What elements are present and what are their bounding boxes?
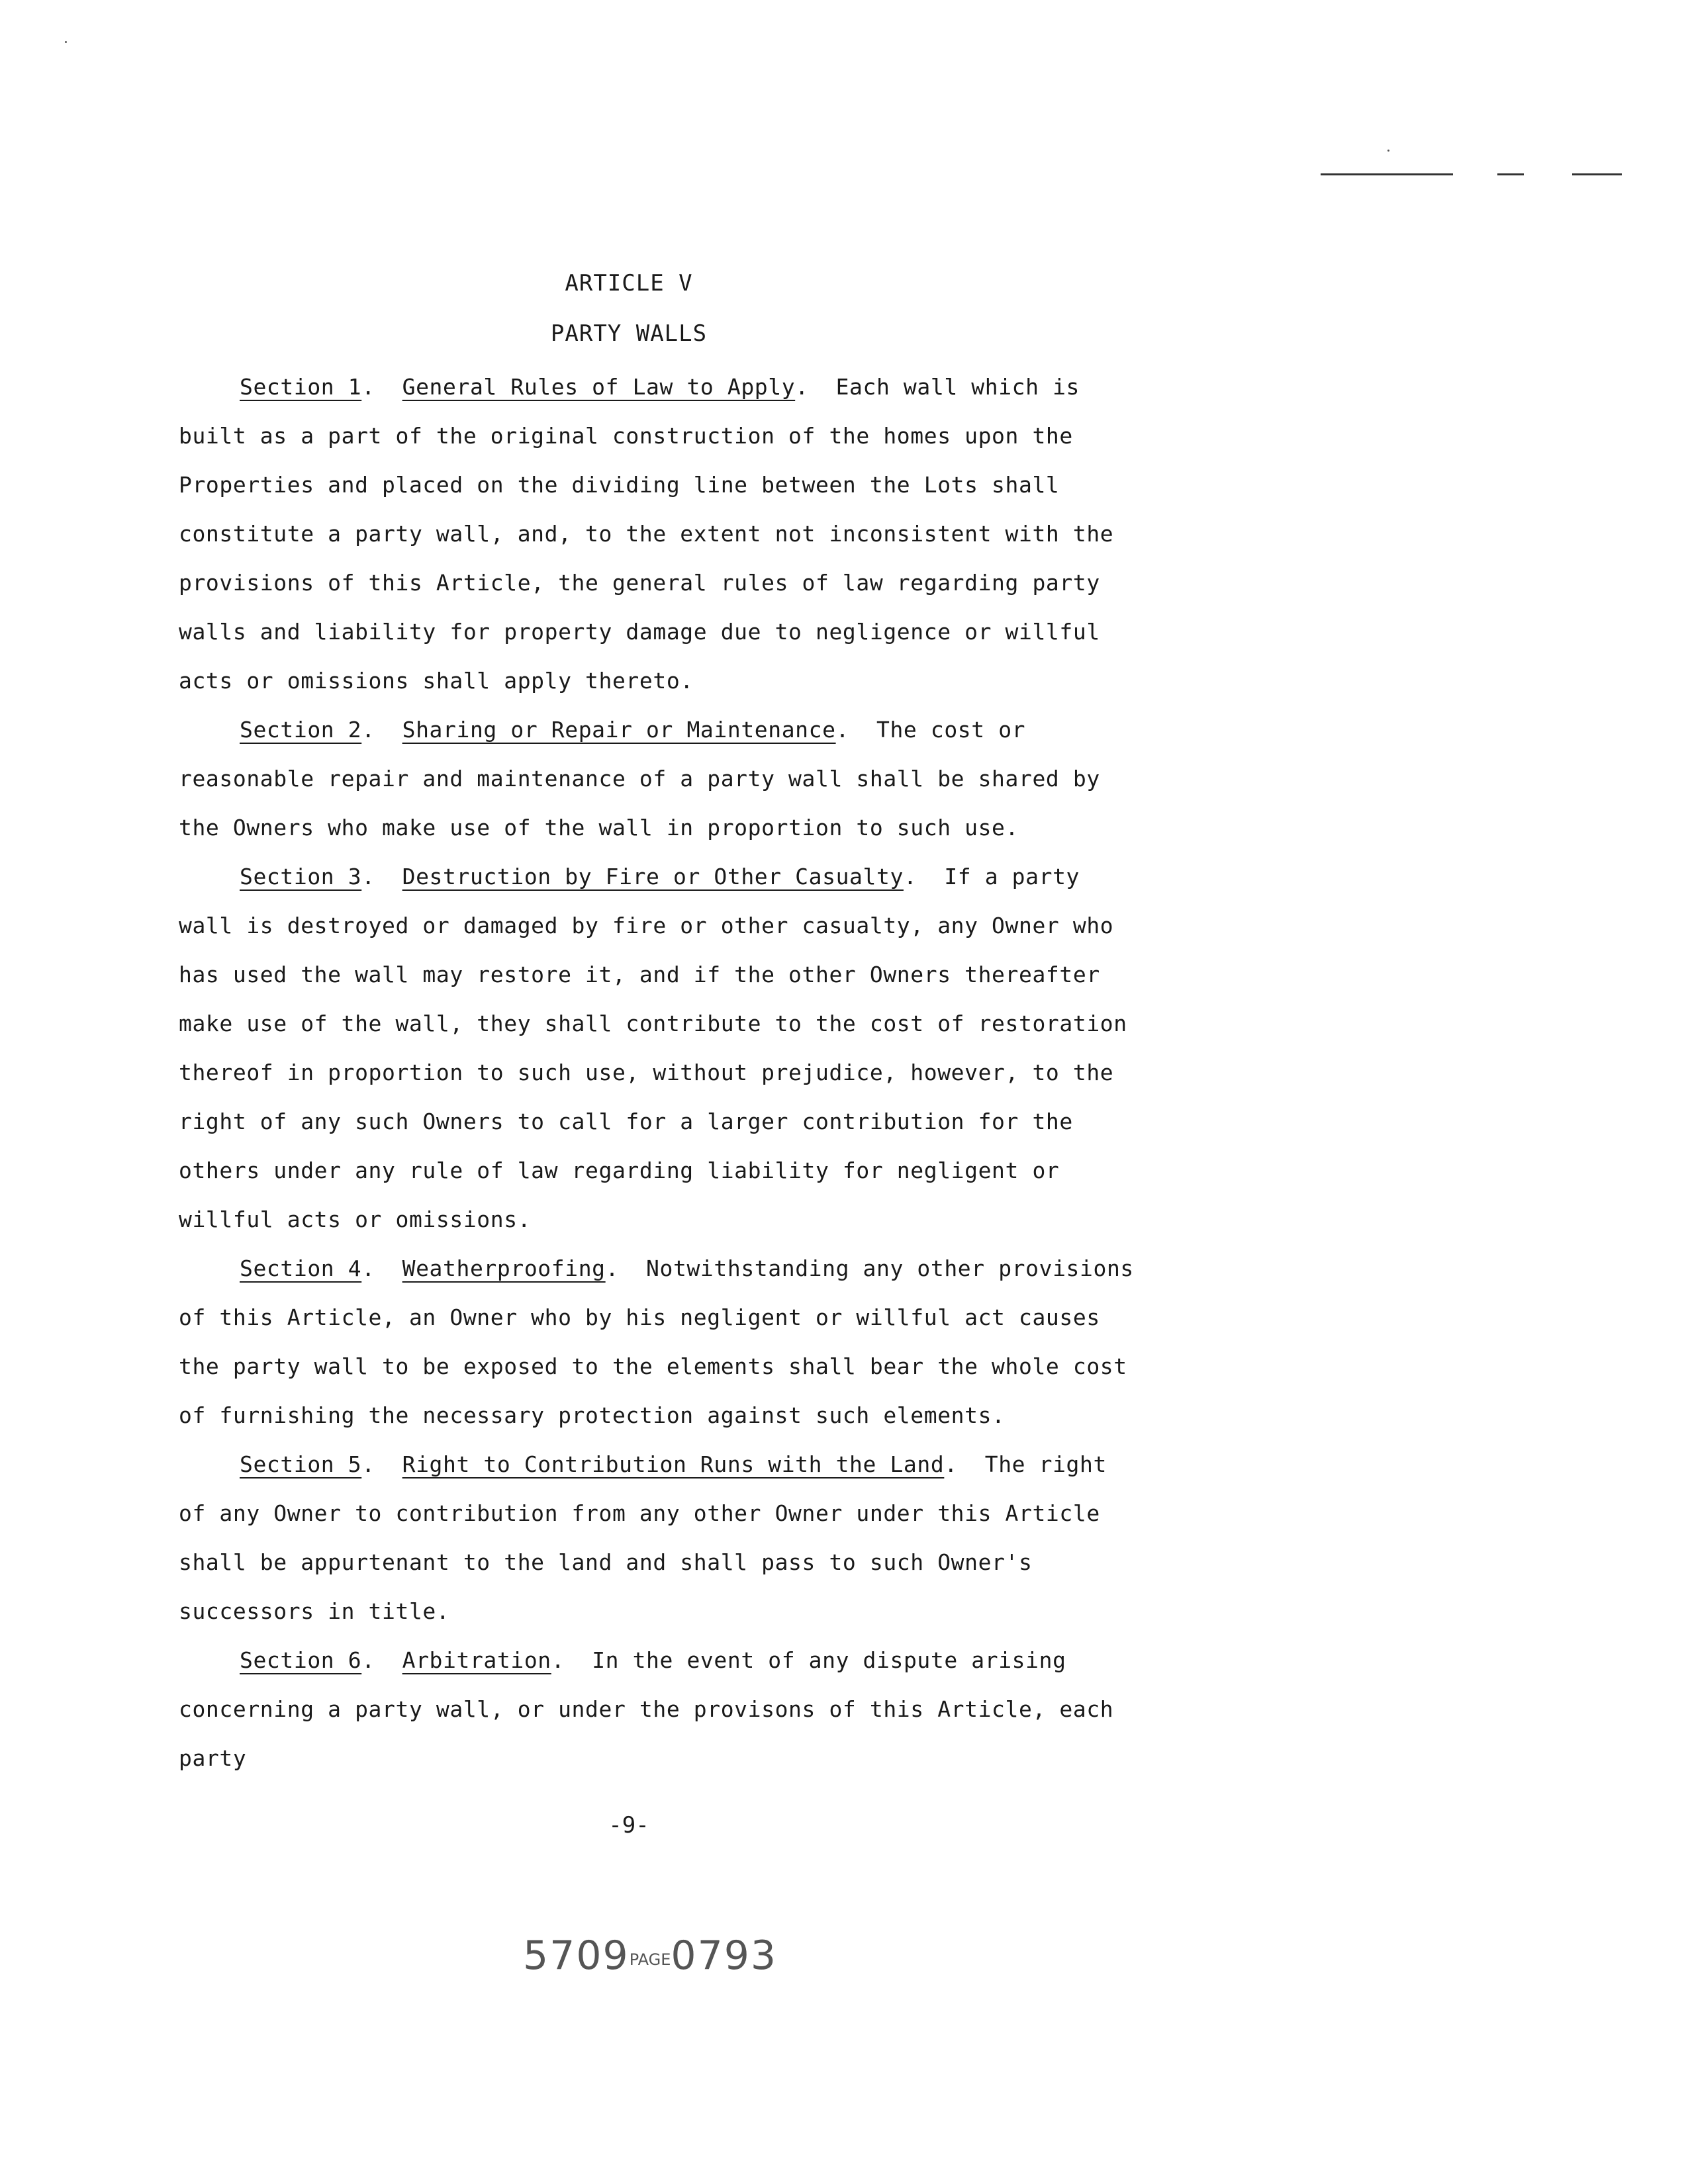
section-number: Section 3 (240, 864, 362, 889)
page-number: -9- (608, 1812, 649, 1839)
section-text: If a party wall is destroyed or damaged by fire or other casualty, any Owner who has used the wall may restore it, and if the other Owners thereafter make use of the wall, they shall contribute to the cost of restoration thereof in proportion to such use, without prejudice, however, to the right of any such Owners to call for a larger contribution for the others under any rule of law regarding liability for negligent or willful acts or omissions. (179, 864, 1127, 1232)
section-text: Each wall which is built as a part of the original construction of the homes upon the Properties and placed on the dividing line between the Lots shall constitute a party wall, and, to the extent not inconsistent with the provisions of this Article, the general rules of law regarding party walls and liability for property damage due to negligence or willful acts or omissions shall apply thereto. (179, 374, 1114, 694)
article-label: ARTICLE V (565, 270, 693, 296)
article-title: PARTY WALLS (550, 320, 708, 347)
section-3: Section 3. Destruction by Fire or Other Casualty. If a party wall is destroyed or damaged by fire or other casualty, any Owner who has used the wall may restore it, and if the other Owners thereafter make use of the wall, they shall contribute to the cost of restoration thereof in proportion to such use, without prejudice, however, to the right of any such Owners to call for a larger contribution for the others under any rule of law regarding liability for negligent or willful acts or omissions. (179, 864, 1127, 1232)
section-title: Arbitration (402, 1647, 551, 1673)
section-title: Destruction by Fire or Other Casualty (402, 864, 904, 889)
section-number: Section 5 (240, 1451, 362, 1477)
scan-artifact (1497, 173, 1524, 175)
section-text: The cost or reasonable repair and maintenance of a party wall shall be shared by the Owners who make use of the wall in proportion to such use. (179, 717, 1100, 841)
section-title: Sharing or Repair or Maintenance (402, 717, 836, 743)
section-text: In the event of any dispute arising concerning a party wall, or under the provisons of this Article, each party (179, 1647, 1114, 1771)
section-title: Weatherproofing (402, 1255, 606, 1281)
section-number: Section 6 (240, 1647, 362, 1673)
scan-artifact (65, 41, 67, 43)
book-number: 5709 (523, 1933, 630, 1979)
section-number: Section 4 (240, 1255, 362, 1281)
section-title: General Rules of Law to Apply (402, 374, 796, 400)
book-page: 0793 (671, 1933, 778, 1979)
scan-artifact (1321, 173, 1453, 175)
section-2: Section 2. Sharing or Repair or Maintenance. The cost or reasonable repair and maintenance of a party wall shall be shared by the Owners who make use of the wall in proportion to such use. (179, 717, 1100, 841)
section-text: Notwithstanding any other provisions of this Article, an Owner who by his negligent or willful act causes the party wall to be exposed to the elements shall bear the whole cost of furnishing the necessary protection against such elements. (179, 1255, 1134, 1428)
section-6: Section 6. Arbitration. In the event of any dispute arising concerning a party wall, or under the provisons of this Article, each party (179, 1647, 1114, 1771)
section-5: Section 5. Right to Contribution Runs with the Land. The right of any Owner to contribution from any other Owner under this Article shall be appurtenant to the land and shall pass to such Owner's successors in title. (179, 1451, 1107, 1624)
section-4: Section 4. Weatherproofing. Notwithstanding any other provisions of this Article, an Owner who by his negligent or willful act causes the party wall to be exposed to the elements shall bear the whole cost of furnishing the necessary protection against such elements. (179, 1255, 1134, 1428)
document-body (179, 363, 1145, 1783)
scan-artifact (1572, 173, 1622, 175)
section-1: Section 1. General Rules of Law to Apply. Each wall which is built as a part of the original construction of the homes upon the Properties and placed on the dividing line between the Lots shall constitute a party wall, and, to the extent not inconsistent with the provisions of this Article, the general rules of law regarding party walls and liability for property damage due to negligence or willful acts or omissions shall apply thereto. (179, 374, 1114, 694)
book-page-label: PAGE (629, 1950, 671, 1969)
scan-artifact (1387, 150, 1389, 152)
section-number: Section 1 (240, 374, 362, 400)
section-text: The right of any Owner to contribution from any other Owner under this Article shall be appurtenant to the land and shall pass to such Owner's successors in title. (179, 1451, 1107, 1624)
book-page-stamp (523, 1933, 777, 1979)
section-title: Right to Contribution Runs with the Land (402, 1451, 945, 1477)
section-number: Section 2 (240, 717, 362, 743)
